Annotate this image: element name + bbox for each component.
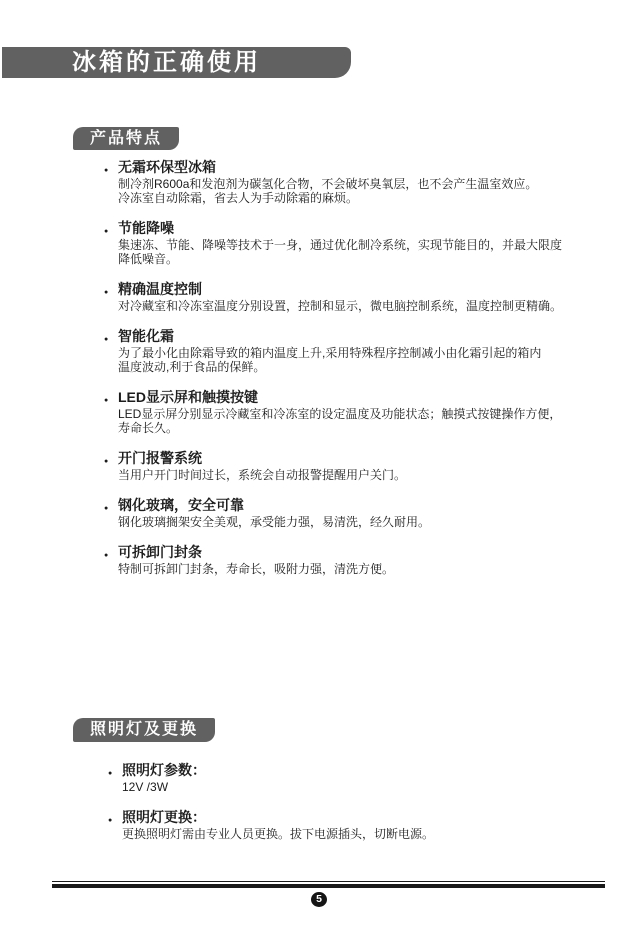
feature-item-tempered-glass (118, 497, 598, 529)
lamp-heading: 照明灯及更换 (90, 721, 199, 738)
feature-item-precise-temperature (118, 281, 598, 313)
product-features-heading: 产品特点 (90, 130, 163, 147)
feature-title: ● 精确温度控制 (118, 281, 598, 298)
feature-text-line: 集速冻、节能、降噪等技术于一身，通过优化制冷系统，实现节能目的，并最大限度 (118, 238, 563, 252)
feature-text-line: 对冷藏室和冷冻室温度分别设置，控制和显示，微电脑控制系统，温度控制更精确。 (118, 299, 563, 313)
feature-text-line: 降低噪音。 (118, 252, 179, 266)
lamp-item-title: ● 照明灯参数： (122, 762, 602, 779)
feature-text-line: 寿命长久。 (118, 421, 179, 435)
feature-text-line: 温度波动,利于食品的保鲜。 (118, 360, 266, 374)
feature-item-frost-free (118, 159, 598, 205)
feature-text-line: 特制可拆卸门封条，寿命长，吸附力强，清洗方便。 (118, 562, 395, 576)
feature-title: ● LED显示屏和触摸按键 (118, 389, 598, 406)
feature-text-line: 当用户开门时间过长，系统会自动报警提醒用户关门。 (118, 468, 407, 482)
page-title-banner (2, 47, 351, 78)
lamp-item-title: ● 照明灯更换： (122, 809, 602, 826)
feature-item-door-alarm (118, 450, 598, 482)
feature-title: ● 无霜环保型冰箱 (118, 159, 598, 176)
lamp-list (122, 762, 602, 841)
lamp-item-parameters (122, 762, 602, 794)
feature-text-line: LED显示屏分别显示冷藏室和冷冻室的设定温度及功能状态；触摸式按键操作方便， (118, 407, 562, 421)
feature-title: ● 钢化玻璃，安全可靠 (118, 497, 598, 514)
feature-item-removable-door-seal (118, 544, 598, 576)
feature-item-smart-defrost (118, 328, 598, 374)
feature-title: ● 开门报警系统 (118, 450, 598, 467)
feature-text-line: 制冷剂R600a和发泡剂为碳氢化合物，不会破坏臭氧层，也不会产生温室效应。 (118, 177, 538, 191)
feature-title: ● 智能化霜 (118, 328, 598, 345)
page-number: 5 (316, 893, 322, 905)
feature-title: ● 节能降噪 (118, 220, 598, 237)
feature-item-led-display (118, 389, 598, 435)
lamp-text-line: 更换照明灯需由专业人员更换。拔下电源插头，切断电源。 (122, 827, 435, 841)
feature-text-line: 钢化玻璃搁架安全美观，承受能力强，易清洗，经久耐用。 (118, 515, 431, 529)
footer-rule-thin (52, 881, 605, 882)
page-title: 冰箱的正确使用 (72, 49, 261, 76)
lamp-item-replacement (122, 809, 602, 841)
footer-rule-thick (52, 884, 605, 888)
feature-item-energy-saving (118, 220, 598, 266)
product-features-heading-banner (73, 127, 179, 150)
page-number-badge (311, 892, 327, 907)
feature-text-line: 冷冻室自动除霜，省去人为手动除霜的麻烦。 (118, 191, 359, 205)
feature-title: ● 可拆卸门封条 (118, 544, 598, 561)
section-product-features (0, 127, 627, 591)
lamp-text-line: 12V /3W (122, 780, 169, 794)
lamp-heading-banner (73, 718, 215, 742)
feature-text-line: 为了最小化由除霜导致的箱内温度上升,采用特殊程序控制减小由化霜引起的箱内 (118, 346, 542, 360)
section-lamp-replacement (0, 718, 627, 856)
feature-list (118, 159, 598, 576)
